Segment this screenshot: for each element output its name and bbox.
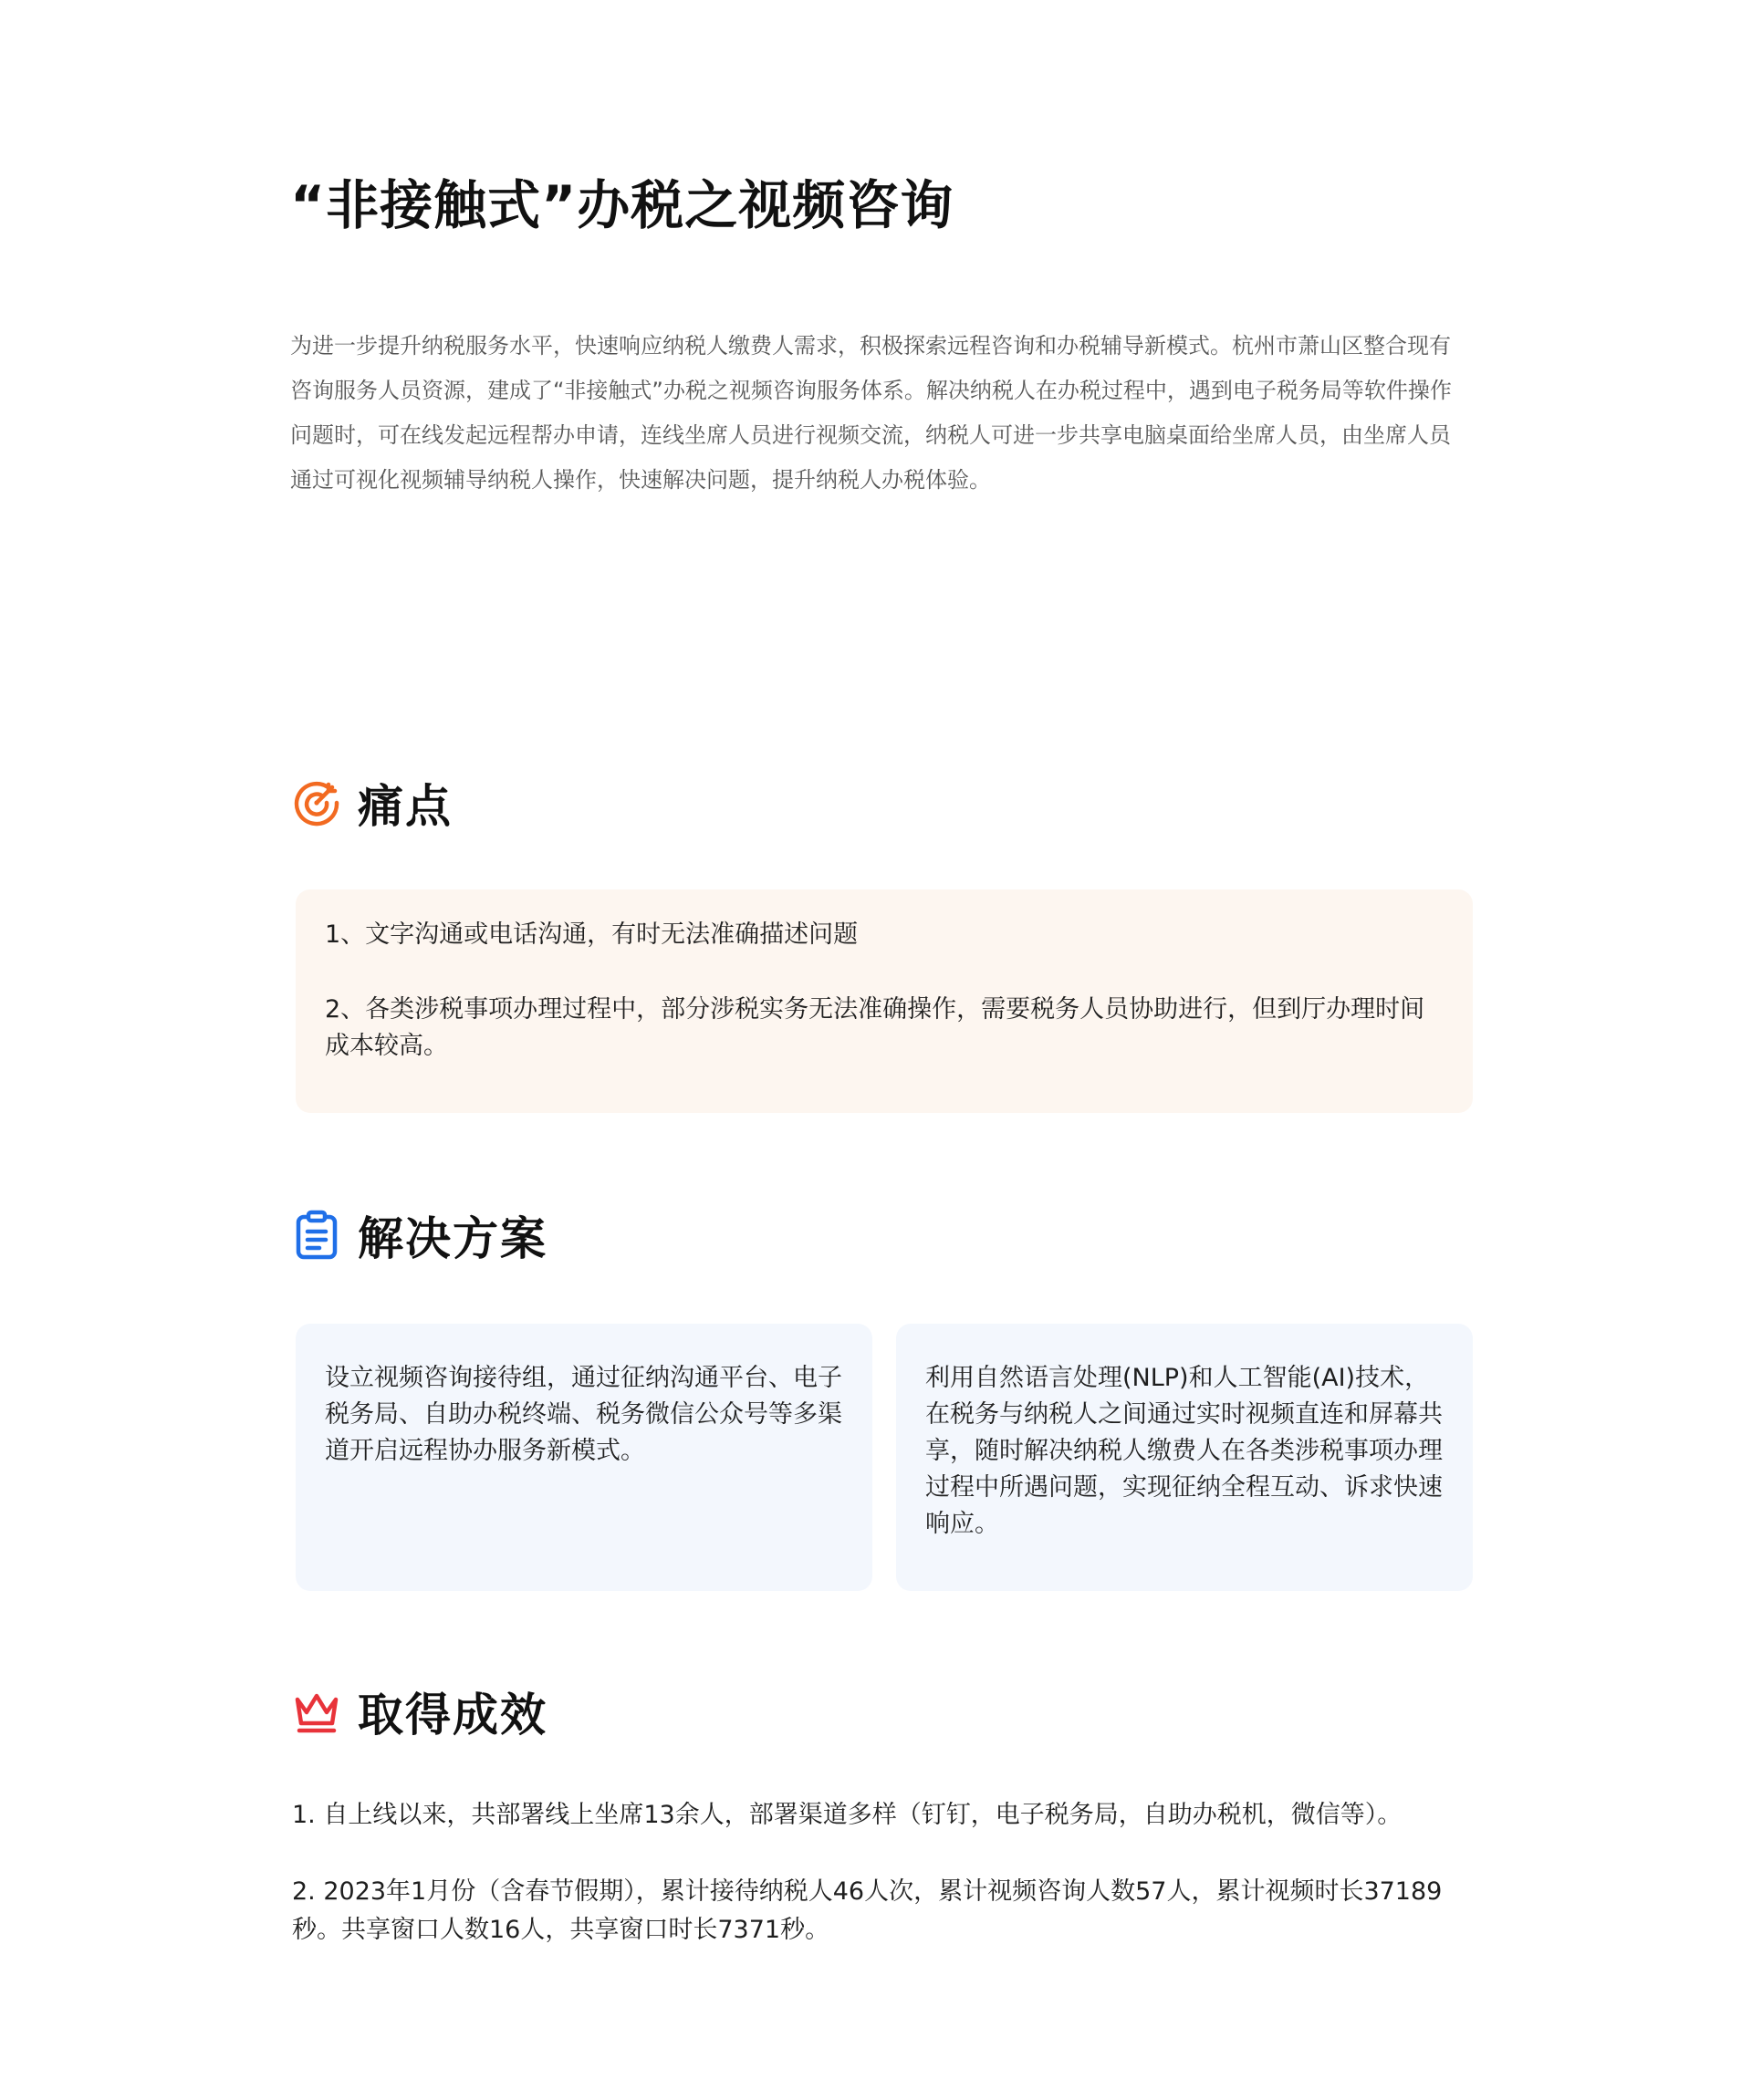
solution-card-1 — [296, 1324, 872, 1591]
solution-card-2 — [896, 1324, 1473, 1591]
results-heading: 取得成效 — [358, 1689, 548, 1741]
pain-heading: 痛点 — [358, 780, 453, 833]
page-title: “非接触式”办税之视频咨询 — [290, 174, 954, 236]
section-heading-solution — [290, 1208, 548, 1263]
section-heading-pain — [290, 775, 453, 833]
solution-card-1-text: 设立视频咨询接待组，通过征纳沟通平台、电子税务局、自助办税终端、税务微信公众号等多渠道开启远程协办服务新模式。 — [325, 1364, 842, 1465]
target-icon — [290, 776, 343, 829]
pain-card — [296, 889, 1473, 1113]
pain-item-2: 2、各类涉税事项办理过程中，部分涉税实务无法准确操作，需要税务人员协助进行，但到厅办理时间成本较高。 — [325, 995, 1425, 1060]
results-item-2: 2. 2023年1月份（含春节假期），累计接待纳税人46人次，累计视频咨询人数57人，累计视频时长37189秒。共享窗口人数16人，共享窗口时长7371秒。 — [292, 1877, 1443, 1944]
results-list — [292, 1796, 1478, 1988]
intro-paragraph: 为进一步提升纳税服务水平，快速响应纳税人缴费人需求，积极探索远程咨询和办税辅导新模式。杭州市萧山区整合现有咨询服务人员资源，建成了“非接触式”办税之视频咨询服务体系。解决纳税人在办税过程中，遇到电子税务局等软件操作问题时，可在线发起远程帮办申请，连线坐席人员进行视频交流，纳税人可进一步共享电脑桌面给坐席人员，由坐席人员通过可视化视频辅导纳税人操作，快速解决问题，提升纳税人办税体验。 — [290, 333, 1452, 493]
results-item-1: 1. 自上线以来，共部署线上坐席13余人，部署渠道多样（钉钉，电子税务局，自助办税机，微信等）。 — [292, 1801, 1403, 1829]
pain-item-1: 1、文字沟通或电话沟通，有时无法准确描述问题 — [325, 920, 859, 949]
solution-card-2-text: 利用自然语言处理(NLP)和人工智能(AI)技术，在税务与纳税人之间通过实时视频直连和屏幕共享，随时解决纳税人缴费人在各类涉税事项办理过程中所遇问题，实现征纳全程互动、诉求快速响应。 — [925, 1364, 1443, 1538]
section-heading-results — [290, 1684, 548, 1739]
crown-icon — [290, 1685, 343, 1738]
solution-heading: 解决方案 — [358, 1212, 548, 1265]
clipboard-icon — [290, 1209, 343, 1262]
